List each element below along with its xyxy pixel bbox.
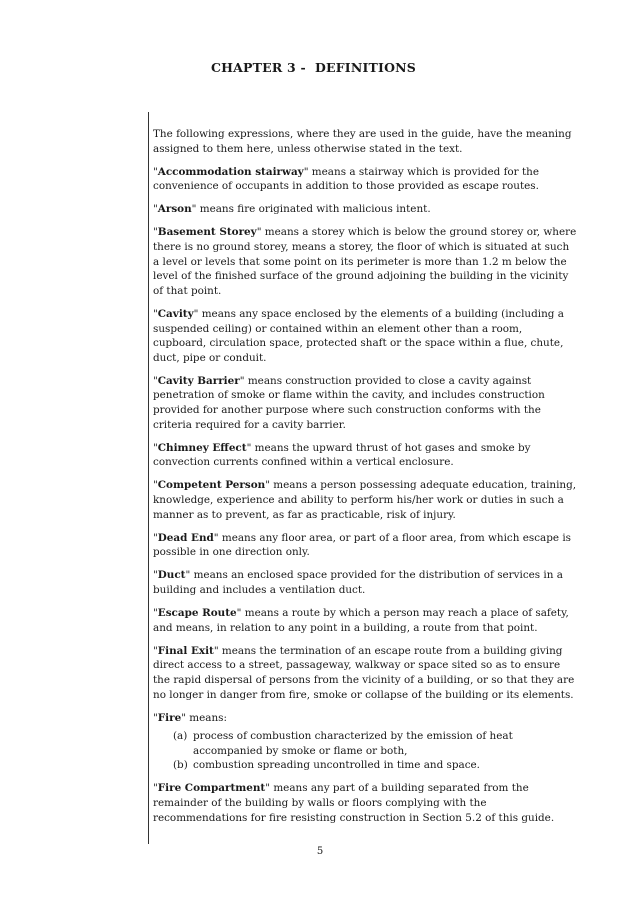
list-item-text: process of combustion characterized by the emission of heat accompanied by smoke or flame or both, [193,730,513,757]
list-item-text: combustion spreading uncontrolled in time and space. [193,759,480,772]
list-item [153,758,578,773]
definition-cavity: "Cavity" means any space enclosed by the elements of a building (including a suspended ceiling) or contained within an element other than a room, cupboard, circulation space, protected shaft or the space within a flue, chute, duct, pipe or conduit. [153,307,564,364]
fire-definition-list [153,729,578,773]
definition-competent-person: "Competent Person" means a person possessing adequate education, training, knowledge, experience and ability to perform his/her work or duties in such a manner as to prevent, as far as practicable, risk of injury. [153,479,577,521]
definition-duct: "Duct" means an enclosed space provided for the distribution of services in a building and includes a ventilation duct. [153,569,563,596]
definition-final-exit: "Final Exit" means the termination of an escape route from a building giving direct access to a street, passageway, walkway or space sited so as to ensure the rapid dispersal of persons from the vicinity of a building, or so that they are no longer in danger from fire, smoke or collapse of the building or its elements. [153,644,575,701]
list-item-label: (a) [173,730,188,743]
definition-text: means construction provided to close a cavity against penetration of smoke or flame within the cavity, and includes construction provided for another purpose where such construction conforms with the criteria required for a cavity barrier. [153,374,545,431]
definition-fire-compartment: "Fire Compartment" means any part of a building separated from the remainder of the building by walls or floors complying with the recommendations for fire resisting construction in Section 5.2 of this guide. [153,782,555,824]
definition-text: means an enclosed space provided for the distribution of services in a building and includes a ventilation duct. [153,569,563,596]
intro-paragraph: The following expressions, where they are used in the guide, have the meaning assigned to them here, unless otherwise stated in the text. [153,128,572,155]
definition-text: means a storey which is below the ground storey or, where there is no ground storey, means a storey, the floor of which is situated at such a level or levels that some point on its perimeter is more than 1.2 m below the level of the finished surface of the ground adjoining the building in the vicinity of that point. [153,226,577,297]
definition-text: means any floor area, or part of a floor area, from which escape is possible in one direction only. [153,531,572,559]
definition-dead-end: "Dead End" means any floor area, or part of a floor area, from which escape is possible in one direction only. [153,531,572,559]
definition-escape-route: "Escape Route" means a route by which a person may reach a place of safety, and means, in relation to any point in a building, a route from that point. [153,607,569,634]
definition-term: Final Exit [157,644,214,657]
document-body [153,127,578,834]
definition-cavity-barrier: "Cavity Barrier" means construction provided to close a cavity against penetration of smoke or flame within the cavity, and includes construction provided for another purpose where such construction conforms with the criteria required for a cavity barrier. [153,374,545,431]
definition-term: Escape Route [157,607,237,620]
definition-term: Duct [157,569,186,582]
definition-chimney-effect: "Chimney Effect" means the upward thrust of hot gases and smoke by convection currents confined within a vertical enclosure. [153,441,531,469]
definition-text: means any space enclosed by the elements of a building (including a suspended ceiling) or contained within an element other than a room, cupboard, circulation space, protected shaft or the space within a flue, chute, duct, pipe or conduit. [153,307,564,364]
definition-term: Cavity Barrier [157,374,240,387]
definition-fire: "Fire" means: [153,711,228,724]
definition-term: Basement Storey [157,226,257,239]
definition-term: Competent Person [157,479,266,492]
margin-rule [148,112,149,844]
definition-text: means fire originated with malicious intent. [196,203,431,216]
page-title: CHAPTER 3 - DEFINITIONS [211,60,417,75]
definition-text: means the termination of an escape route from a building giving direct access to a street, passageway, walkway or space sited so as to ensure the rapid dispersal of persons from the vicinity of a building, or so that they are no longer in danger from fire, smoke or collapse of the building or its elements. [153,644,575,701]
definition-term: Chimney Effect [157,441,247,454]
definition-text: means any part of a building separated from the remainder of the building by walls or floors complying with the recommendations for fire resisting construction in Section 5.2 of this guide. [153,782,555,824]
list-item [153,729,578,758]
definition-accommodation-stairway: "Accommodation stairway" means a stairway which is provided for the convenience of occupants in addition to those provided as escape routes. [153,165,539,193]
definition-term: Accommodation stairway [157,165,304,178]
definition-text: means a route by which a person may reach a place of safety, and means, in relation to any point in a building, a route from that point. [153,607,569,634]
definition-term: Fire [157,711,182,724]
definition-text: means a person possessing adequate education, training, knowledge, experience and ability to perform his/her work or duties in such a manner as to prevent, as far as practicable, risk of injury. [153,479,577,521]
definition-term: Dead End [157,531,214,544]
definition-text: means a stairway which is provided for the convenience of occupants in addition to those provided as escape routes. [153,165,539,193]
definition-text: means: [185,711,228,724]
definition-basement-storey: "Basement Storey" means a storey which is below the ground storey or, where there is no ground storey, means a storey, the floor of which is situated at such a level or levels that some point on its perimeter is more than 1.2 m below the level of the finished surface of the ground adjoining the building in the vicinity of that point. [153,226,577,297]
definition-term: Fire Compartment [157,782,266,795]
definition-term: Cavity [157,307,194,320]
definition-text: means the upward thrust of hot gases and smoke by convection currents confined within a vertical enclosure. [153,441,531,469]
definition-arson: "Arson" means fire originated with malicious intent. [153,203,431,216]
list-item-label: (b) [173,759,188,772]
page-number: 5 [316,846,324,857]
definition-term: Arson [157,203,192,216]
